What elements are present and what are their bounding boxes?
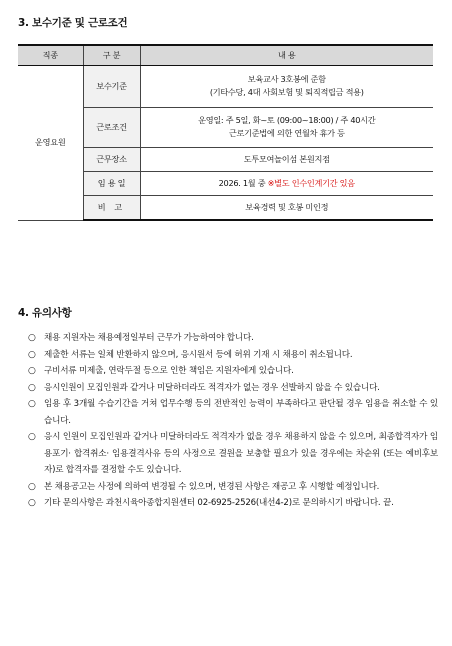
conditions-line-2: 근로기준법에 의한 연월차 휴가 등 xyxy=(228,128,345,138)
notes-list xyxy=(28,330,438,512)
row-content-location: 도투모여놀이섬 본원지점 xyxy=(140,147,433,171)
bullet-circle-icon: ○ xyxy=(28,333,36,343)
list-item xyxy=(28,495,438,512)
note-text: 응시 인원이 모집인원과 같거나 미달하더라도 적격자가 없을 경우 채용하지 않을 수 있으며, 최종합격자가 임용포기· 합격취소· 임용결격사유 등의 사정으로 결원을 보충할 필요가 있을 경우에는 차순위 (또는 예비후보자)로 합격자를 결정할 수도 있습니다. xyxy=(44,432,438,475)
list-item xyxy=(28,380,438,397)
start-date-text: 2026. 1월 중 xyxy=(218,177,268,188)
row-content-conditions xyxy=(140,107,433,147)
row-label-start-date: 임 용 일 xyxy=(83,171,140,195)
note-text: 제출한 서류는 일체 반환하지 않으며, 응시원서 등에 허위 기재 시 채용이 취소됩니다. xyxy=(44,349,353,360)
job-type-cell: 운영요원 xyxy=(18,65,83,220)
bullet-circle-icon: ○ xyxy=(28,432,36,442)
bullet-circle-icon: ○ xyxy=(28,481,36,492)
pay-line-1: 보육교사 3호봉에 준함 xyxy=(247,74,326,84)
note-text: 임용 후 3개월 수습기간을 거쳐 업무수행 등의 전반적인 능력이 부족하다고 판단될 경우 임용을 취소할 수 있습니다. xyxy=(44,399,438,426)
header-job-type: 직종 xyxy=(18,45,83,65)
bullet-circle-icon: ○ xyxy=(28,349,36,360)
table-header-row xyxy=(18,45,433,65)
row-label-pay: 보수기준 xyxy=(83,65,140,107)
bullet-circle-icon: ○ xyxy=(28,382,36,393)
note-text: 채용 지원자는 채용예정일부터 근무가 가능하여야 합니다. xyxy=(44,333,254,343)
conditions-line-1: 운영일: 주 5일, 화~토 (09:00~18:00) / 주 40시간 xyxy=(198,115,376,125)
row-content-pay xyxy=(140,65,433,107)
pay-line-2: (기타수당, 4대 사회보험 및 퇴직적립금 적용) xyxy=(209,87,364,97)
table-row xyxy=(18,65,433,107)
note-text: 응시인원이 모집인원과 같거나 미달하더라도 적격자가 없는 경우 선발하지 않을 수 있습니다. xyxy=(44,382,380,393)
row-content-start-date xyxy=(140,171,433,195)
list-item xyxy=(28,429,438,479)
header-content: 내 용 xyxy=(140,45,433,65)
list-item xyxy=(28,479,438,496)
bullet-circle-icon: ○ xyxy=(28,498,36,508)
compensation-table xyxy=(18,44,433,221)
row-label-conditions: 근로조건 xyxy=(83,107,140,147)
note-text: 구비서류 미제출, 연락두절 등으로 인한 책임은 지원자에게 있습니다. xyxy=(44,366,294,376)
section-3-title: 3. 보수기준 및 근로조건 xyxy=(18,17,128,29)
row-content-remarks: 보육경력 및 호봉 미인정 xyxy=(140,195,433,220)
list-item xyxy=(28,396,438,429)
bullet-circle-icon: ○ xyxy=(28,366,36,376)
row-label-remarks: 비 고 xyxy=(83,195,140,220)
section-4-title: 4. 유의사항 xyxy=(18,307,72,319)
handover-note: ※별도 인수인계기간 있음 xyxy=(267,177,355,188)
header-category: 구 분 xyxy=(83,45,140,65)
list-item xyxy=(28,347,438,364)
row-label-location: 근무장소 xyxy=(83,147,140,171)
list-item xyxy=(28,363,438,380)
list-item xyxy=(28,330,438,347)
bullet-circle-icon: ○ xyxy=(28,399,36,409)
note-text: 본 채용공고는 사정에 의하여 변경될 수 있으며, 변경된 사항은 재공고 후 시행할 예정입니다. xyxy=(44,481,380,492)
note-text: 기타 문의사항은 과천시육아종합지원센터 02-6925-2526(내선4-2)로 문의하시기 바랍니다. 끝. xyxy=(44,498,394,508)
